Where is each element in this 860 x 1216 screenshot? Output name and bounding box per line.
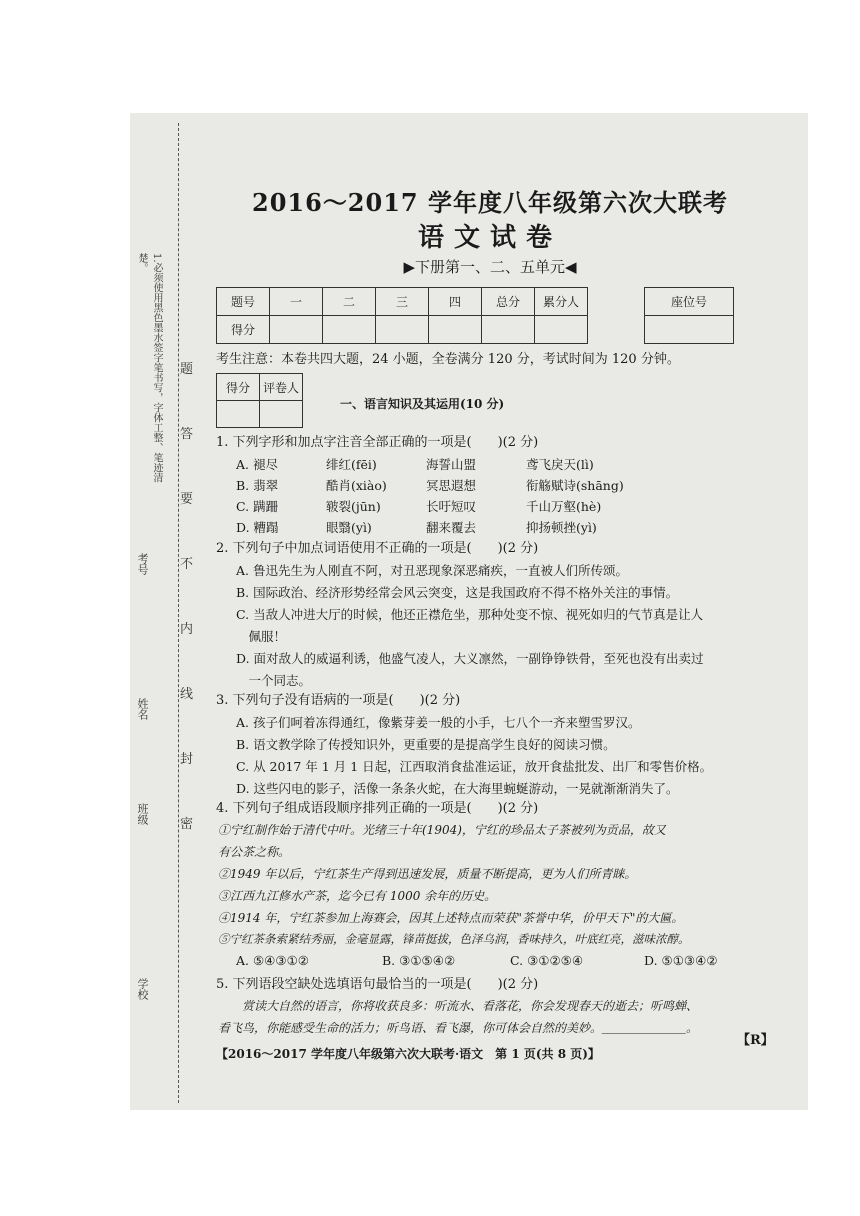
section-heading: 一、语言知识及其运用(10 分) (340, 397, 505, 411)
q1-option: 皲裂(jūn) (326, 499, 381, 514)
q1-option: 长吁短叹 (426, 499, 477, 514)
seat-table (644, 287, 734, 344)
score-table (216, 287, 588, 344)
grader-score-label: 得分 (217, 374, 260, 401)
seal-char: 内 (180, 622, 194, 637)
binding-margin (130, 113, 176, 1110)
q4-choice: D. ⑤①③④② (644, 953, 718, 968)
q2-line: 佩服！ (236, 629, 287, 644)
score-header: 一 (270, 288, 323, 316)
q1-option: B. 翡翠 (236, 478, 279, 493)
q3-line: C. 从 2017 年 1 月 1 日起，江西取消食盐准运证，放开食盐批发、出厂和零售价格。 (236, 759, 713, 774)
q2-line: D. 面对敌人的威逼利诱，他盛气凌人，大义凛然，一副铮铮铁骨，至死也没有出卖过 (236, 651, 704, 666)
seal-char: 题 (180, 362, 194, 377)
q3-line: B. 语文教学除了传授知识外，更重要的是提高学生良好的阅读习惯。 (236, 737, 616, 752)
q5-line: 看飞鸟，你能感受生命的活力；听鸟语、看飞瀑，你可体会自然的美妙。＿＿＿＿＿＿＿。 (218, 1021, 699, 1035)
q1-option: 千山万壑(hè) (526, 499, 602, 514)
grader-name-cell[interactable] (260, 401, 303, 428)
seat-label: 座位号 (645, 288, 734, 316)
score-cell[interactable] (376, 316, 429, 344)
margin-field-school: 学校 (136, 978, 149, 1000)
q1-option: 海誓山盟 (426, 457, 477, 472)
score-cell[interactable] (429, 316, 482, 344)
grader-name-label: 评卷人 (260, 374, 303, 401)
margin-field-class: 班级 (136, 803, 149, 825)
q4-line: ④1914 年，宁红茶参加上海赛会，因其上述特点而荣获"茶誉中华，价甲天下"的大匾。 (218, 911, 684, 925)
q1-option: 抑扬顿挫(yì) (526, 520, 597, 535)
score-header: 总分 (482, 288, 535, 316)
margin-notice: 1.必须使用黑色墨水签字笔书写，字体工整、笔迹清楚。 (136, 253, 162, 483)
q1-option: 鸢飞戾天(lì) (526, 457, 594, 472)
q4-line: 有公茶之称。 (218, 845, 291, 859)
q2-line: B. 国际政治、经济形势经常会风云突变，这是我国政府不得不格外关注的事情。 (236, 585, 679, 600)
q4-choice: A. ⑤④③①② (236, 953, 310, 968)
seal-char: 不 (180, 557, 194, 572)
score-cell[interactable] (270, 316, 323, 344)
q2-line: 一个同志。 (236, 673, 312, 688)
seal-char: 要 (180, 492, 194, 507)
seal-char: 封 (180, 752, 194, 767)
q1-option: 绯红(fēi) (326, 457, 377, 472)
score-cell[interactable] (482, 316, 535, 344)
score-header: 四 (429, 288, 482, 316)
exam-notice: 考生注意：本卷共四大题，24 小题，全卷满分 120 分，考试时间为 120 分钟。 (216, 352, 680, 367)
version-badge: 【R】 (737, 1033, 774, 1048)
grader-score-cell[interactable] (217, 401, 260, 428)
score-header: 三 (376, 288, 429, 316)
q4-choice: B. ③①⑤④② (382, 953, 456, 968)
unit-range: ▶下册第一、二、五单元◀ (403, 258, 577, 276)
q1-option: 翻来覆去 (426, 520, 477, 535)
q1-option: 酷肖(xiào) (326, 478, 387, 493)
q1-option: 冥思遐想 (426, 478, 477, 493)
q4-line: ③江西九江修水产茶，迄今已有 1000 余年的历史。 (218, 889, 497, 903)
score-header: 二 (323, 288, 376, 316)
seal-char: 密 (180, 817, 194, 832)
page-footer: 【2016～2017 学年度八年级第六次大联考·语文 第 1 页(共 8 页)】 (216, 1047, 600, 1061)
q4-choice: C. ③①②⑤④ (510, 953, 584, 968)
q1-option: A. 褪尽 (236, 457, 278, 472)
exam-subtitle: 语文试卷 (417, 223, 562, 253)
exam-photo (130, 113, 808, 1110)
score-header: 题号 (217, 288, 270, 316)
q5-line: 赏读大自然的语言，你将收获良多：听流水、看落花，你会发现春天的逝去；听鸣蝉、 (218, 999, 699, 1013)
q4-line: ②1949 年以后，宁红茶生产得到迅速发展，质量不断提高，更为人们所青睐。 (218, 867, 637, 881)
exam-title: 2016～2017 学年度八年级第六次大联考 (252, 188, 728, 217)
question-2-stem: 2. 下列句子中加点词语使用不正确的一项是( )(2 分) (216, 541, 539, 556)
seal-char: 线 (180, 687, 194, 702)
q4-line: ①宁红制作始于清代中叶。光绪三十年(1904)，宁红的珍品太子茶被列为贡品，故又 (218, 823, 666, 837)
score-header: 累分人 (535, 288, 588, 316)
seal-line (178, 123, 180, 1103)
q1-option: 衔觞赋诗(shāng) (526, 478, 624, 493)
q4-line: ⑤宁红茶条索紧结秀丽，金毫显露，锋苗挺拔，色泽乌润，香味持久，叶底红亮，滋味浓醇。 (218, 932, 690, 946)
margin-field-name: 姓名 (136, 698, 149, 720)
q2-line: A. 鲁迅先生为人刚直不阿，对丑恶现象深恶痛疾，一直被人们所传颂。 (236, 563, 628, 578)
q1-option: 眼翳(yì) (326, 520, 372, 535)
question-3-stem: 3. 下列句子没有语病的一项是( )(2 分) (216, 693, 461, 708)
q3-line: D. 这些闪电的影子，活像一条条火蛇，在大海里蜿蜒游动，一晃就渐渐消失了。 (236, 781, 679, 796)
q1-option: C. 蹒跚 (236, 499, 279, 514)
margin-field-exam-no: 考号 (136, 553, 149, 575)
question-4-stem: 4. 下列句子组成语段顺序排列正确的一项是( )(2 分) (216, 801, 539, 816)
question-5-stem: 5. 下列语段空缺处选填语句最恰当的一项是( )(2 分) (216, 977, 539, 992)
q1-option: D. 糟蹋 (236, 520, 279, 535)
q2-line: C. 当敌人冲进大厅的时候，他还正襟危坐，那种处变不惊、视死如归的气节真是让人 (236, 607, 704, 622)
score-cell[interactable] (535, 316, 588, 344)
question-1-stem: 1. 下列字形和加点字注音全部正确的一项是( )(2 分) (216, 435, 539, 450)
score-row-label: 得分 (217, 316, 270, 344)
score-cell[interactable] (323, 316, 376, 344)
grader-table (216, 373, 303, 428)
seal-char: 答 (180, 427, 194, 442)
q3-line: A. 孩子们呵着冻得通红，像紫芽姜一般的小手，七八个一齐来塑雪罗汉。 (236, 715, 641, 730)
seat-cell[interactable] (645, 316, 734, 344)
